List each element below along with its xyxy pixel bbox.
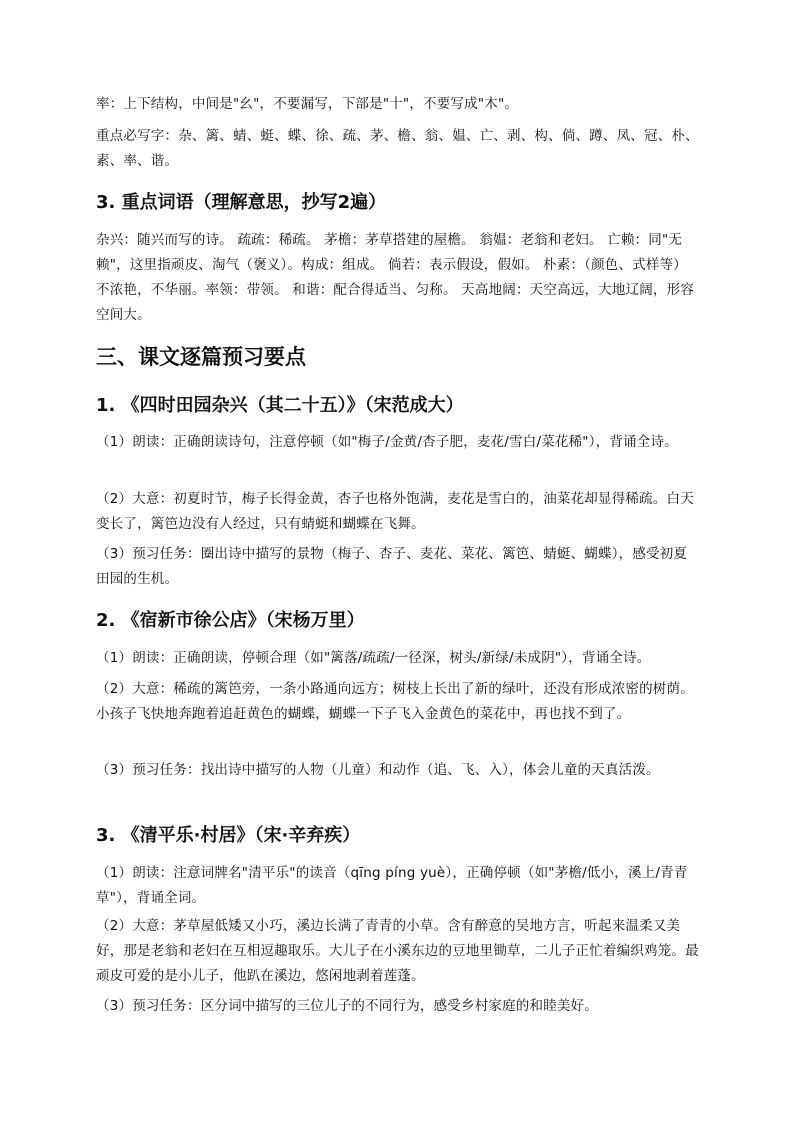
- lesson-2-item: （2）大意：稀疏的篱笆旁，一条小路通向远方；树枝上长出了新的绿叶，还没有形成浓密的树荫。小孩子飞快地奔跑着追赶黄色的蝴蝶，蝴蝶一下子飞入金黄色的菜花中，再也找不到了。: [96, 681, 694, 722]
- lesson-1-item: （1）朗读：正确朗读诗句，注意停顿（如"梅子/金黄/杏子肥，麦花/雪白/菜花稀"），背诵全诗。: [96, 434, 678, 450]
- lesson-2-heading: 2. 《宿新市徐公店》（宋杨万里）: [96, 610, 365, 631]
- lesson-2-item: （1）朗读：正确朗读，停顿合理（如"篱落/疏疏/一径深，树头/新绿/未成阴"），背诵全诗。: [96, 650, 651, 666]
- lesson-1-heading: 1. 《四时田园杂兴（其二十五）》（宋范成大）: [96, 395, 464, 416]
- lesson-1-item: （2）大意：初夏时节，梅子长得金黄，杏子也格外饱满，麦花是雪白的，油菜花却显得稀疏。白天变长了，篱笆边没有人经过，只有蜻蜓和蝴蝶在飞舞。: [96, 491, 694, 532]
- lv-writing-note: 率：上下结构，中间是"幺"，不要漏写，下部是"十"，不要写成"木"。: [96, 96, 519, 112]
- key-characters: 重点必写字：杂、篱、蜻、蜓、蝶、徐、疏、茅、檐、翁、媪、亡、剥、构、倘、蹲、凤、冠、朴、素、率、谐。: [96, 128, 699, 169]
- lesson-1-item: （3）预习任务：圈出诗中描写的景物（梅子、杏子、麦花、菜花、篱笆、蜻蜓、蝴蝶），感受初夏田园的生机。: [96, 546, 688, 587]
- lesson-3-item: （1）朗读：注意词牌名"清平乐"的读音（qīng píng yuè），正确停顿（如"茅檐/低小，溪上/青青草"），背诵全词。: [96, 865, 688, 906]
- lesson-3-item: （3）预习任务：区分词中描写的三位儿子的不同行为，感受乡村家庭的和睦美好。: [96, 998, 598, 1014]
- vocab-heading: 3. 重点词语（理解意思，抄写2遍）: [96, 192, 387, 213]
- lesson-3-heading: 3. 《清平乐·村居》（宋·辛弃疾）: [96, 825, 361, 846]
- vocab-text: 杂兴：随兴而写的诗。 疏疏：稀疏。 茅檐：茅草搭建的屋檐。 翁媪：老翁和老妇。 亡赖：同"无赖"，这里指顽皮、淘气（褒义）。构成：组成。 倘若：表示假设，假如。 朴素：（颜色、式样等）不浓艳，不华丽。率领：带领。 和谐：配合得适当、匀称。 天高地阔：天空高远，大地辽阔，形容空间大。: [96, 232, 695, 323]
- lesson-2-item: （3）预习任务：找出诗中描写的人物（儿童）和动作（追、飞、入），体会儿童的天真活泼。: [96, 762, 660, 778]
- section-title: 三、课文逐篇预习要点: [96, 345, 306, 369]
- lesson-3-item: （2）大意：茅草屋低矮又小巧，溪边长满了青青的小草。含有醉意的吴地方言，听起来温柔又美好，那是老翁和老妇在互相逗趣取乐。大儿子在小溪东边的豆地里锄草，二儿子正忙着编织鸡笼。最顽皮可爱的是小儿子，他趴在溪边，悠闲地剥着莲蓬。: [96, 918, 699, 984]
